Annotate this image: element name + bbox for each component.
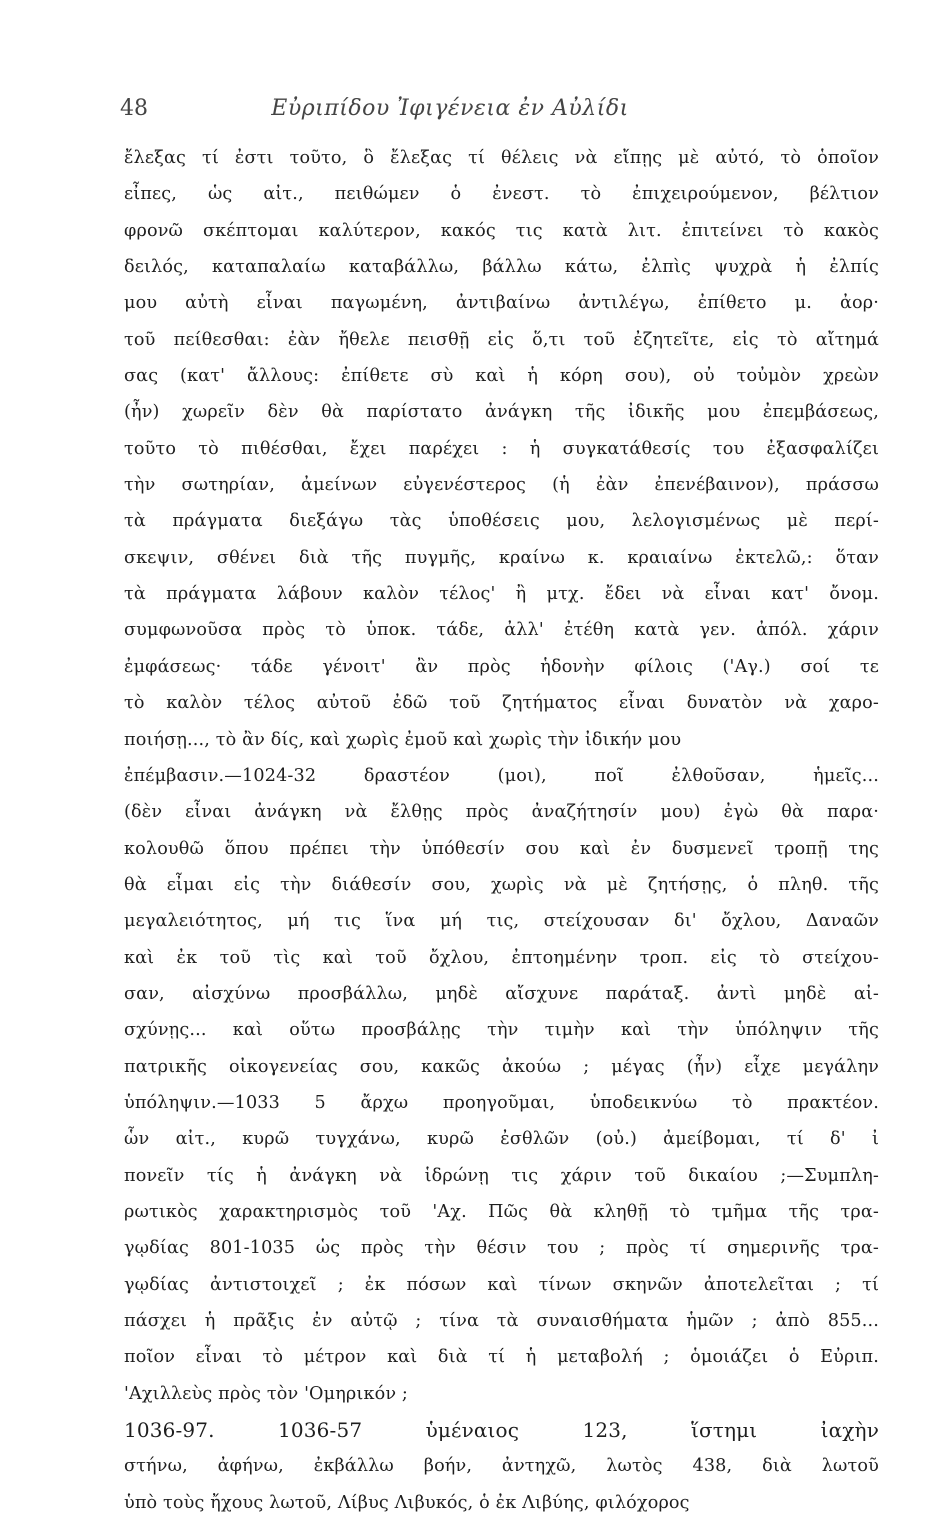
text-line: δειλός, καταπαλαίω καταβάλλω, βάλλω κάτω, ἐλπὶς ψυχρὰ ἡ ἐλπίς (124, 257, 879, 278)
text-line: τοῦτο τὸ πιθέσθαι, ἔχει παρέχει : ἡ συγκατάθεσίς του ἐξασφαλίζει (124, 438, 879, 459)
text-line: στήνω, ἀφήνω, ἐκβάλλω βοήν, ἀντηχῶ, λωτὸς 438, διὰ λωτοῦ (124, 1456, 879, 1477)
text-line: ὧν αἰτ., κυρῶ τυγχάνω, κυρῶ ἐσθλῶν (οὐ.) ἀμείβομαι, τί δ' ἰ (124, 1129, 879, 1150)
text-line: μου αὐτὴ εἶναι παγωμένη, ἀντιβαίνω ἀντιλέγω, ἐπίθετο μ. ἀορ· (124, 293, 879, 314)
text-line: ποῖον εἶναι τὸ μέτρον καὶ διὰ τί ἡ μεταβολή ; ὁμοιάζει ὁ Εὐριπ. (124, 1347, 879, 1368)
text-line: πατρικῆς οἰκογενείας σου, κακῶς ἀκούω ; μέγας (ἦν) εἶχε μεγάλην (124, 1056, 879, 1077)
text-line: τὴν σωτηρίαν, ἀμείνων εὐγενέστερος (ἡ ἐὰν ἐπενέβαινον), πράσσω (124, 475, 879, 496)
text-line: φρονῶ σκέπτομαι καλύτερον, κακός τις κατὰ λιτ. ἐπιτείνει τὸ κακὸς (124, 220, 879, 241)
text-line: ὑπόληψιν.—1033 5 ἄρχω προηγοῦμαι, ὑποδεικνύω τὸ πρακτέον. (124, 1092, 879, 1113)
text-line: γῳδίας ἀντιστοιχεῖ ; ἐκ πόσων καὶ τίνων σκηνῶν ἀποτελεῖται ; τί (124, 1274, 879, 1295)
text-line: σκεψιν, σθένει διὰ τῆς πυγμῆς, κραίνω κ. κραιαίνω ἐκτελῶ,: ὅταν (124, 547, 879, 568)
text-line: τὰ πράγματα διεξάγω τὰς ὑποθέσεις μου, λελογισμένως μὲ περί- (124, 511, 879, 532)
page-number: 48 (120, 96, 148, 121)
text-line: εἶπες, ὡς αἰτ., πειθώμεν ὁ ἐνεστ. τὸ ἐπιχειρούμενον, βέλτιον (124, 184, 879, 205)
text-line: (ἦν) χωρεῖν δὲν θὰ παρίστατο ἀνάγκη τῆς ἰδικῆς μου ἐπεμβάσεως, (124, 402, 879, 423)
text-line: σας (κατ' ἄλλους: ἐπίθετε σὺ καὶ ἡ κόρη σου), οὐ τοὐμὸν χρεὼν (124, 366, 879, 387)
text-line: ἐπέμβασιν.—1024-32 δραστέον (μοι), ποῖ ἐλθοῦσαν, ἡμεῖς... (124, 765, 879, 786)
page-header (120, 96, 780, 136)
running-title: Εὐριπίδου Ἰφιγένεια ἐν Αὐλίδι (271, 96, 629, 121)
text-line: γῳδίας 801-1035 ὡς πρὸς τὴν θέσιν του ; πρὸς τί σημερινῆς τρα- (124, 1238, 879, 1259)
text-line: πονεῖν τίς ἡ ἀνάγκη νὰ ἱδρώνῃ τις χάριν τοῦ δικαίου ;—Συμπλη- (124, 1165, 879, 1186)
text-line: 'Αχιλλεὺς πρὸς τὸν 'Ομηρικόν ; (124, 1383, 408, 1404)
text-line: σχύνῃς... καὶ οὕτω προσβάλῃς τὴν τιμὴν καὶ τὴν ὑπόληψιν τῆς (124, 1020, 879, 1041)
commentary-text (124, 140, 879, 1521)
text-line: συμφωνοῦσα πρὸς τὸ ὑποκ. τάδε, ἀλλ' ἐτέθη κατὰ γεν. ἀπόλ. χάριν (124, 620, 879, 641)
text-line: πάσχει ἡ πρᾶξις ἐν αὐτῷ ; τίνα τὰ συναισθήματα ἡμῶν ; ἀπὸ 855... (124, 1311, 879, 1331)
text-line: (δὲν εἶναι ἀνάγκη νὰ ἔλθῃς πρὸς ἀναζήτησίν μου) ἐγὼ θὰ παρα· (124, 802, 879, 823)
text-line: ρωτικὸς χαρακτηρισμὸς τοῦ 'Αχ. Πῶς θὰ κληθῇ τὸ τμῆμα τῆς τρα- (124, 1201, 879, 1222)
text-line: θὰ εἶμαι εἰς τὴν διάθεσίν σου, χωρὶς νὰ μὲ ζητήσῃς, ὁ πληθ. τῆς (124, 874, 879, 895)
text-line: τὸ καλὸν τέλος αὐτοῦ ἐδῶ τοῦ ζητήματος εἶναι δυνατὸν νὰ χαρο- (124, 693, 879, 714)
text-line: καὶ ἐκ τοῦ τὶς καὶ τοῦ ὄχλου, ἐπτοημένην τροπ. εἰς τὸ στείχου- (124, 947, 879, 968)
text-line: τὰ πράγματα λάβουν καλὸν τέλος' ἢ μτχ. ἔδει νὰ εἶναι κατ' ὄνομ. (124, 584, 879, 605)
text-line: ποιήσῃ..., τὸ ἂν δίς, καὶ χωρὶς ἐμοῦ καὶ χωρὶς τὴν ἰδικήν μου (124, 729, 682, 750)
text-line: 1036-97. 1036-57 ὑμέναιος 123, ἵστημι ἰαχὴν (124, 1418, 879, 1443)
text-line: ἔλεξας τί ἐστι τοῦτο, ὃ ἔλεξας τί θέλεις νὰ εἴπῃς μὲ αὐτό, τὸ ὁποῖον (124, 148, 879, 168)
text-line: μεγαλειότητος, μή τις ἵνα μή τις, στείχουσαν δι' ὄχλου, Δαναῶν (124, 911, 879, 932)
text-line: ἐμφάσεως· τάδε γένοιτ' ἂν πρὸς ἡδονὴν φίλοις ('Αγ.) σοί τε (124, 656, 879, 677)
text-line: σαν, αἰσχύνω προσβάλλω, μηδὲ αἴσχυνε παράταξ. ἀντὶ μηδὲ αἰ- (124, 983, 879, 1004)
text-line: ὑπὸ τοὺς ἤχους λωτοῦ, Λίβυς Λιβυκός, ὁ ἐκ Λιβύης, φιλόχορος (124, 1492, 690, 1513)
text-line: τοῦ πείθεσθαι: ἐὰν ἤθελε πεισθῇ εἰς ὅ,τι τοῦ ἐζητεῖτε, εἰς τὸ αἴτημά (124, 329, 879, 350)
text-line: κολουθῶ ὅπου πρέπει τὴν ὑπόθεσίν σου καὶ ἐν δυσμενεῖ τροπῇ της (124, 838, 879, 859)
